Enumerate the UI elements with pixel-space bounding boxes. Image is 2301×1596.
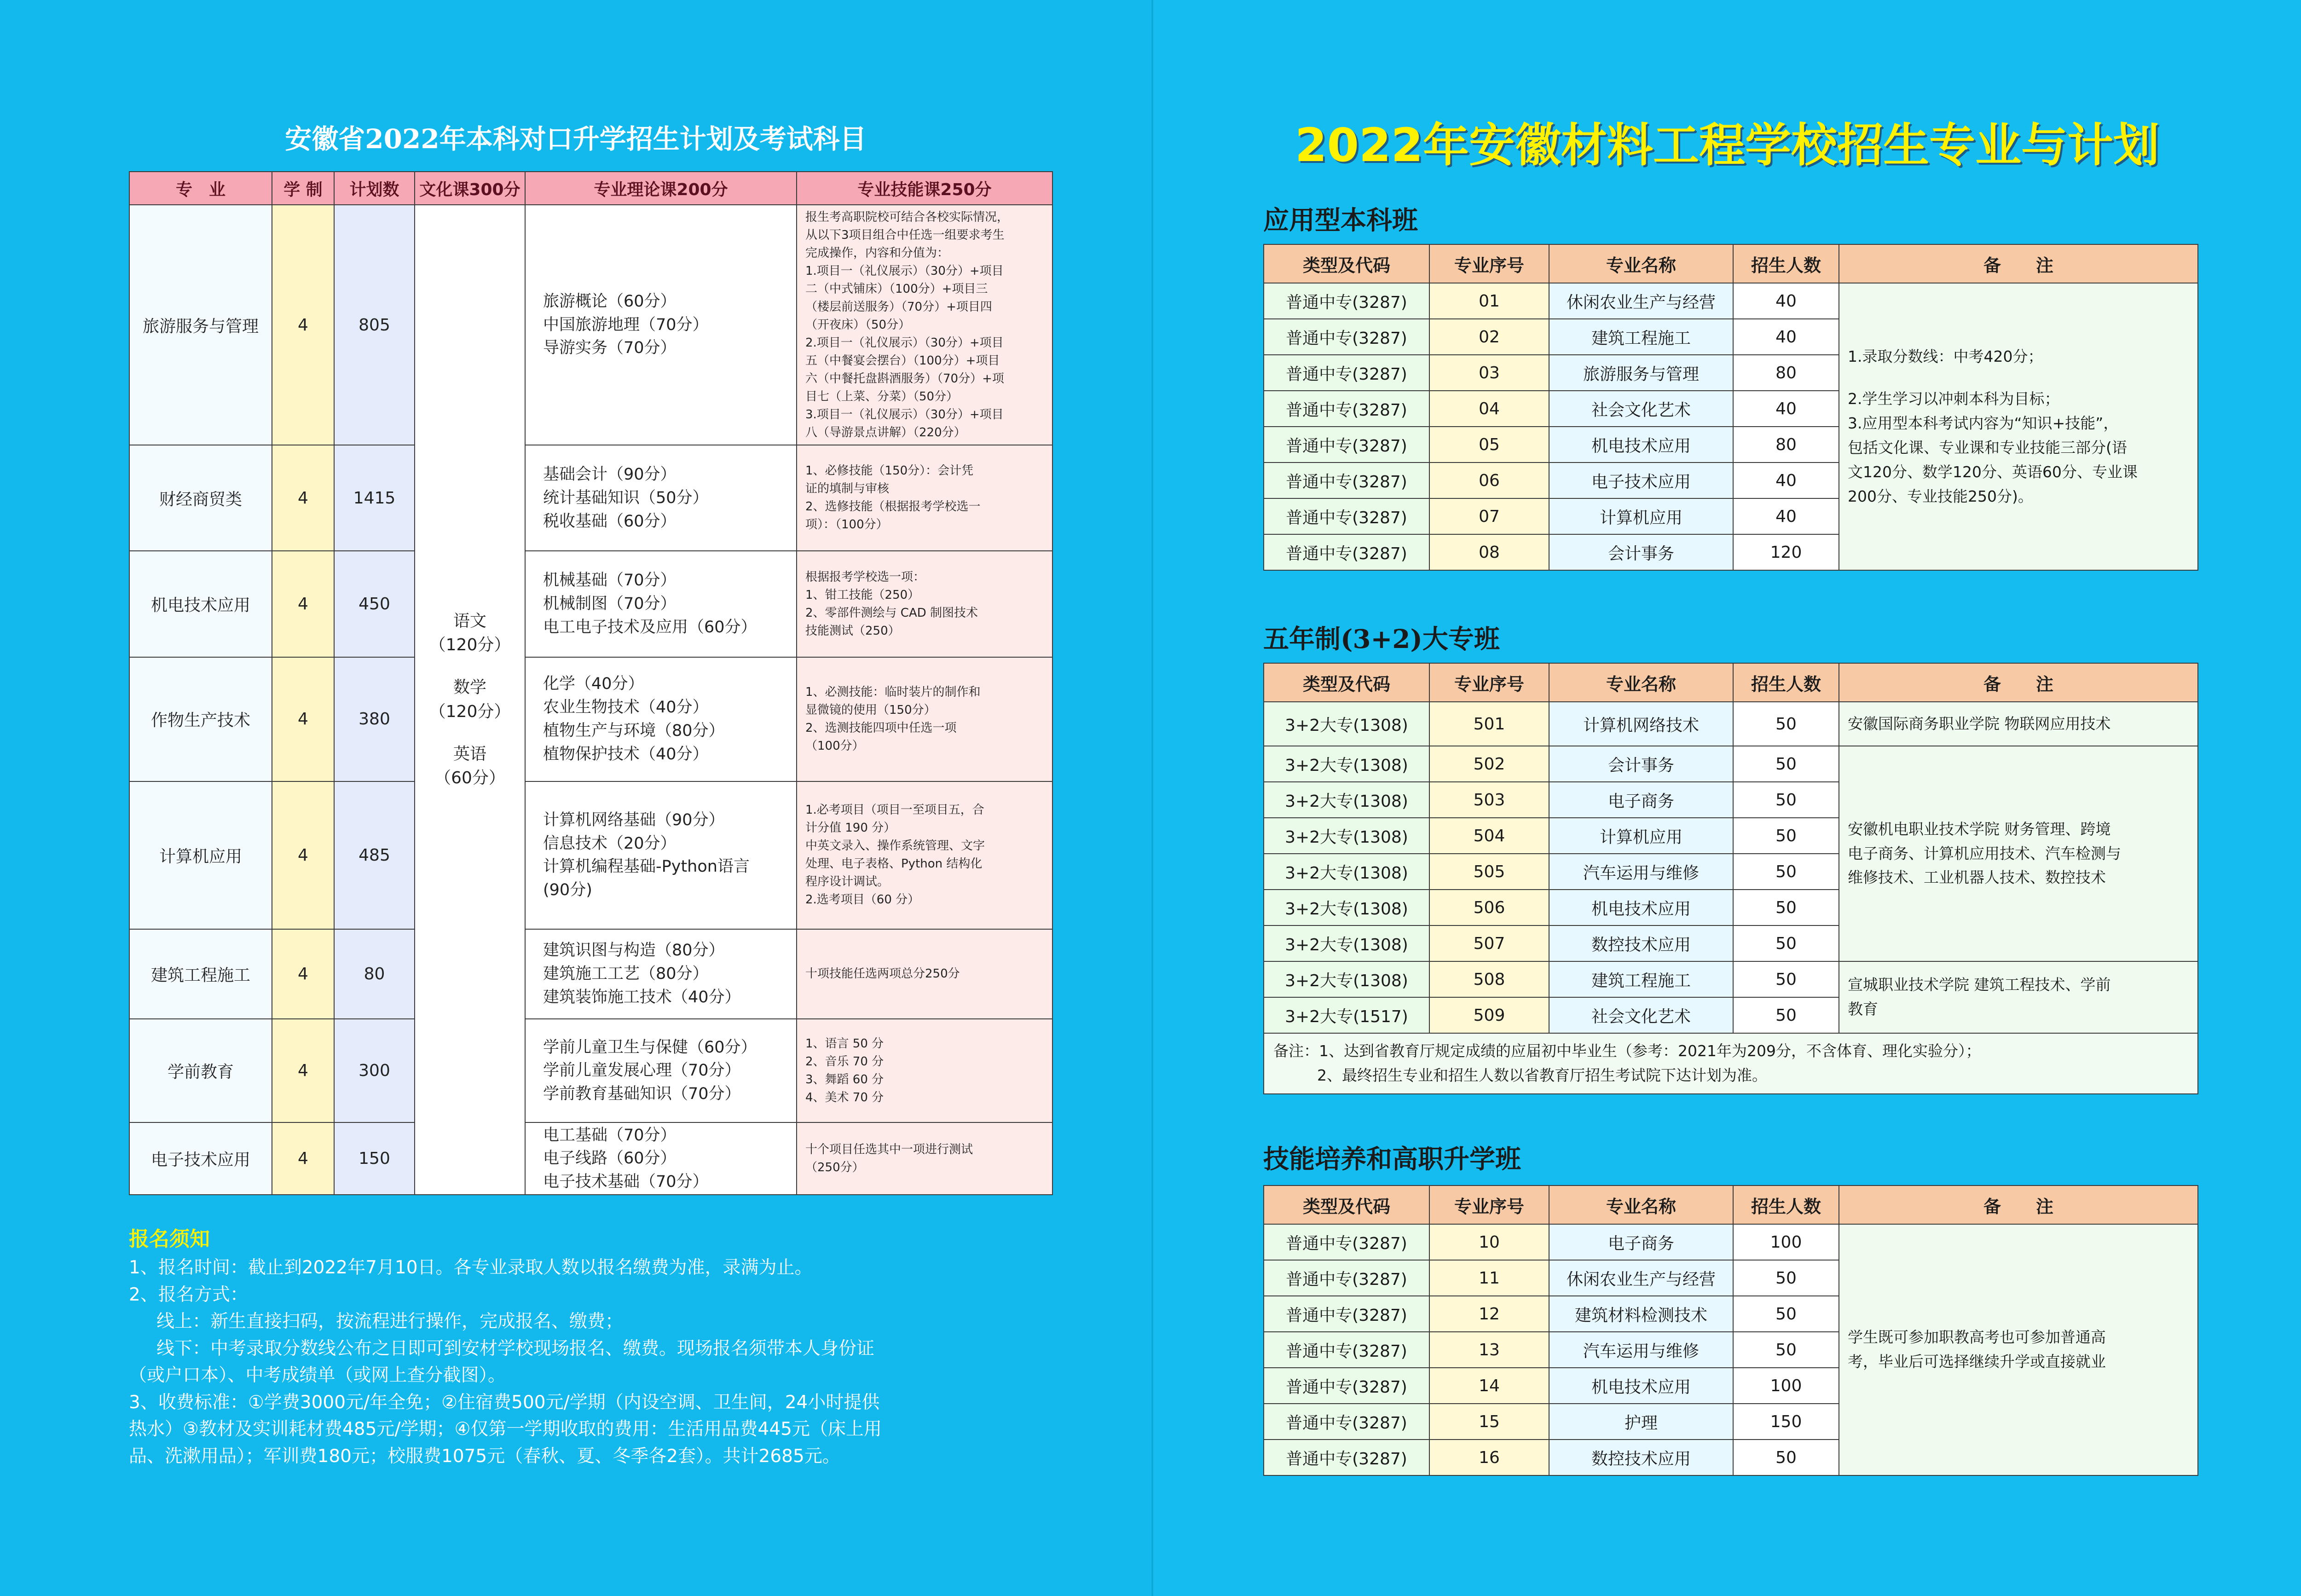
theory-cell bbox=[525, 205, 797, 445]
skill-line: 项）：（100分） bbox=[805, 518, 888, 532]
col-name: 专业名称 bbox=[1549, 1185, 1733, 1224]
table-row bbox=[129, 929, 1052, 1019]
remark-line: 教育 bbox=[1848, 1000, 1878, 1018]
table-header-row bbox=[1264, 244, 2198, 283]
skill-cell bbox=[797, 1019, 1052, 1122]
count-cell: 50 bbox=[1733, 890, 1839, 925]
name-cell: 会计事务 bbox=[1549, 746, 1733, 782]
col-seq: 专业序号 bbox=[1429, 663, 1549, 702]
footnote-line: 2、最终招生专业和招生人数以省教育厅招生考试院下达计划为准。 bbox=[1317, 1066, 1767, 1084]
col-remark: 备 注 bbox=[1839, 1185, 2198, 1224]
table-row bbox=[129, 551, 1052, 657]
count-cell: 120 bbox=[1733, 534, 1839, 570]
type-cell: 普通中专(3287) bbox=[1264, 498, 1429, 534]
count-cell: 50 bbox=[1733, 961, 1839, 997]
notes-line: 2、报名方式： bbox=[129, 1284, 248, 1305]
type-cell: 普通中专(3287) bbox=[1264, 355, 1429, 391]
notes-heading: 报名须知 bbox=[129, 1227, 210, 1251]
col-major: 专 业 bbox=[129, 172, 272, 205]
count-cell: 40 bbox=[1733, 391, 1839, 427]
name-cell: 会计事务 bbox=[1549, 534, 1733, 570]
type-cell: 普通中专(3287) bbox=[1264, 283, 1429, 319]
skill-line: 2、零部件测绘与 CAD 制图技术 bbox=[805, 606, 978, 620]
name-cell: 机电技术应用 bbox=[1549, 427, 1733, 463]
type-cell: 普通中专(3287) bbox=[1264, 1296, 1429, 1332]
remark-line: 1.录取分数线：中考420分； bbox=[1848, 347, 2043, 365]
major-cell: 作物生产技术 bbox=[129, 657, 272, 781]
section-title-skills: 技能培养和高职升学班 bbox=[1263, 1144, 1521, 1174]
col-seq: 专业序号 bbox=[1429, 244, 1549, 283]
skill-line: 八（导游景点讲解）（220分） bbox=[805, 425, 966, 439]
count-cell: 80 bbox=[1733, 355, 1839, 391]
skill-line: （开夜床）（50分） bbox=[805, 318, 911, 332]
seq-cell: 05 bbox=[1429, 427, 1549, 463]
table-row bbox=[1264, 283, 2198, 319]
type-cell: 普通中专(3287) bbox=[1264, 534, 1429, 570]
table-row bbox=[129, 1122, 1052, 1195]
theory-line: 基础会计（90分） bbox=[543, 465, 676, 484]
col-name: 专业名称 bbox=[1549, 244, 1733, 283]
theory-line: 导游实务（70分） bbox=[543, 339, 676, 358]
skill-line: 证的填制与审核 bbox=[805, 482, 890, 496]
major-cell: 旅游服务与管理 bbox=[129, 205, 272, 445]
plan-cell: 805 bbox=[334, 205, 415, 445]
col-count: 招生人数 bbox=[1733, 244, 1839, 283]
count-cell: 40 bbox=[1733, 319, 1839, 355]
plan-cell: 300 bbox=[334, 1019, 415, 1122]
seq-cell: 11 bbox=[1429, 1260, 1549, 1296]
count-cell: 80 bbox=[1733, 427, 1839, 463]
name-cell: 计算机应用 bbox=[1549, 818, 1733, 854]
plan-cell: 485 bbox=[334, 781, 415, 929]
skill-line: 从以下3项目组合中任选一组要求考生 bbox=[805, 228, 1005, 242]
registration-notes bbox=[129, 1224, 1068, 1470]
skill-cell bbox=[797, 657, 1052, 781]
count-cell: 50 bbox=[1733, 997, 1839, 1033]
skill-cell bbox=[797, 551, 1052, 657]
count-cell: 50 bbox=[1733, 702, 1839, 746]
table-header-row bbox=[1264, 663, 2198, 702]
skill-line: 2.项目一（礼仪展示）（30分）+项目 bbox=[805, 335, 1004, 350]
col-skill: 专业技能课250分 bbox=[797, 172, 1052, 205]
skill-cell bbox=[797, 445, 1052, 551]
name-cell: 计算机应用 bbox=[1549, 498, 1733, 534]
years-cell: 4 bbox=[272, 551, 334, 657]
years-cell: 4 bbox=[272, 205, 334, 445]
seq-cell: 504 bbox=[1429, 818, 1549, 854]
years-cell: 4 bbox=[272, 1122, 334, 1195]
remark-line: 宣城职业技术学院 建筑工程技术、学前 bbox=[1848, 976, 2111, 994]
count-cell: 100 bbox=[1733, 1368, 1839, 1404]
type-cell: 普通中专(3287) bbox=[1264, 1260, 1429, 1296]
skill-cell bbox=[797, 781, 1052, 929]
notes-line: 3、收费标准：①学费3000元/年全免；②住宿费500元/学期（内设空调、卫生间，24小时提供 bbox=[129, 1392, 880, 1413]
plan-title: 2022年安徽材料工程学校招生专业与计划 bbox=[1295, 118, 2160, 172]
skill-line: （250分） bbox=[805, 1160, 864, 1174]
seq-cell: 506 bbox=[1429, 890, 1549, 925]
remark-line: 考，毕业后可选择继续升学或直接就业 bbox=[1848, 1353, 2106, 1370]
theory-line: 学前教育基础知识（70分） bbox=[543, 1085, 741, 1104]
skill-line: 显微镜的使用（150分） bbox=[805, 703, 936, 717]
name-cell: 电子商务 bbox=[1549, 782, 1733, 818]
skill-line: 1.项目一（礼仪展示）（30分）+项目 bbox=[805, 264, 1004, 278]
theory-line: 建筑施工工艺（80分） bbox=[543, 965, 709, 983]
seq-cell: 02 bbox=[1429, 319, 1549, 355]
exam-plan-title: 安徽省2022年本科对口升学招生计划及考试科目 bbox=[285, 123, 867, 155]
col-remark: 备 注 bbox=[1839, 663, 2198, 702]
skill-line: 目七（上菜、分菜）（50分） bbox=[805, 389, 959, 404]
skill-cell bbox=[797, 1122, 1052, 1195]
remark-cell bbox=[1839, 1224, 2198, 1475]
culture-line: （120分） bbox=[429, 702, 511, 721]
remark-cell bbox=[1839, 961, 2198, 1033]
type-cell: 3+2大专(1308) bbox=[1264, 961, 1429, 997]
seq-cell: 505 bbox=[1429, 854, 1549, 890]
remark-line: 200分、专业技能250分)。 bbox=[1848, 487, 2033, 505]
name-cell: 数控技术应用 bbox=[1549, 1440, 1733, 1475]
count-cell: 40 bbox=[1733, 463, 1839, 498]
name-cell: 电子技术应用 bbox=[1549, 463, 1733, 498]
col-type: 类型及代码 bbox=[1264, 1185, 1429, 1224]
type-cell: 3+2大专(1308) bbox=[1264, 890, 1429, 925]
major-cell: 财经商贸类 bbox=[129, 445, 272, 551]
remark-line: 维修技术、工业机器人技术、数控技术 bbox=[1848, 868, 2106, 887]
seq-cell: 16 bbox=[1429, 1440, 1549, 1475]
theory-line: 电工电子技术及应用（60分） bbox=[543, 618, 757, 636]
remark-cell: 安徽国际商务职业学院 物联网应用技术 bbox=[1839, 702, 2198, 746]
name-cell: 建筑工程施工 bbox=[1549, 319, 1733, 355]
name-cell: 汽车运用与维修 bbox=[1549, 1332, 1733, 1368]
type-cell: 普通中专(3287) bbox=[1264, 1440, 1429, 1475]
skill-line: 1、语言 50 分 bbox=[805, 1036, 884, 1051]
major-cell: 学前教育 bbox=[129, 1019, 272, 1122]
plan-cell: 150 bbox=[334, 1122, 415, 1195]
col-culture: 文化课300分 bbox=[415, 172, 525, 205]
theory-line: 建筑装饰施工技术（40分） bbox=[543, 988, 741, 1006]
plan-cell: 380 bbox=[334, 657, 415, 781]
culture-line: 英语 bbox=[453, 744, 486, 763]
skill-line: 中英文录入、操作系统管理、文字 bbox=[805, 839, 985, 853]
type-cell: 普通中专(3287) bbox=[1264, 427, 1429, 463]
skill-line: 二（中式铺床）（100分）+项目三 bbox=[805, 282, 988, 296]
table-header-row bbox=[1264, 1185, 2198, 1224]
undergrad-table bbox=[1263, 244, 2198, 571]
skill-line: 十个项目任选其中一项进行测试 bbox=[805, 1142, 973, 1157]
major-cell: 建筑工程施工 bbox=[129, 929, 272, 1019]
count-cell: 40 bbox=[1733, 283, 1839, 319]
skill-line: 完成操作，内容和分值为： bbox=[805, 246, 949, 260]
skill-line: 3.项目一（礼仪展示）（30分）+项目 bbox=[805, 407, 1004, 422]
count-cell: 50 bbox=[1733, 1296, 1839, 1332]
skill-line: 处理、电子表格、Python 结构化 bbox=[805, 857, 983, 871]
seq-cell: 509 bbox=[1429, 997, 1549, 1033]
name-cell: 机电技术应用 bbox=[1549, 890, 1733, 925]
seq-cell: 10 bbox=[1429, 1224, 1549, 1260]
skill-line: 3、舞蹈 60 分 bbox=[805, 1072, 884, 1087]
type-cell: 普通中专(3287) bbox=[1264, 463, 1429, 498]
seq-cell: 501 bbox=[1429, 702, 1549, 746]
skill-line: 技能测试（250） bbox=[805, 624, 900, 638]
type-cell: 普通中专(3287) bbox=[1264, 391, 1429, 427]
col-type: 类型及代码 bbox=[1264, 663, 1429, 702]
skill-line: 十项技能任选两项总分250分 bbox=[805, 966, 960, 981]
type-cell: 3+2大专(1308) bbox=[1264, 925, 1429, 961]
seq-cell: 04 bbox=[1429, 391, 1549, 427]
table-row bbox=[129, 205, 1052, 445]
count-cell: 50 bbox=[1733, 746, 1839, 782]
skill-line: （100分） bbox=[805, 739, 864, 753]
skill-line: 4、美术 70 分 bbox=[805, 1090, 884, 1104]
theory-line: 信息技术（20分） bbox=[543, 834, 676, 853]
count-cell: 150 bbox=[1733, 1404, 1839, 1440]
remark-cell bbox=[1839, 283, 2198, 570]
skill-line: 根据报考学校选一项： bbox=[805, 570, 925, 584]
remark-line: 文120分、数学120分、英语60分、专业课 bbox=[1848, 463, 2138, 481]
table-foot-row bbox=[1264, 1033, 2198, 1094]
skill-line: 计分值 190 分） bbox=[805, 821, 896, 835]
skill-line: 2、选测技能四项中任选一项 bbox=[805, 721, 957, 735]
seq-cell: 13 bbox=[1429, 1332, 1549, 1368]
name-cell: 休闲农业生产与经营 bbox=[1549, 283, 1733, 319]
type-cell: 3+2大专(1308) bbox=[1264, 818, 1429, 854]
table-row bbox=[129, 1019, 1052, 1122]
count-cell: 50 bbox=[1733, 854, 1839, 890]
theory-line: 旅游概论（60分） bbox=[543, 292, 676, 311]
count-cell: 50 bbox=[1733, 925, 1839, 961]
years-cell: 4 bbox=[272, 1019, 334, 1122]
seq-cell: 12 bbox=[1429, 1296, 1549, 1332]
type-cell: 3+2大专(1308) bbox=[1264, 854, 1429, 890]
remark-line: 2.学生学习以冲刺本科为目标； bbox=[1848, 390, 2060, 408]
count-cell: 50 bbox=[1733, 1260, 1839, 1296]
count-cell: 100 bbox=[1733, 1224, 1839, 1260]
skill-line: 1、钳工技能（250） bbox=[805, 588, 920, 602]
section-title-college: 五年制(3+2)大专班 bbox=[1263, 624, 1500, 654]
culture-line: （120分） bbox=[429, 636, 511, 655]
footnote-line: 备注：1、达到省教育厅规定成绩的应届初中毕业生（参考：2021年为209分，不含体育、理化实验分）； bbox=[1273, 1042, 1981, 1060]
major-cell: 电子技术应用 bbox=[129, 1122, 272, 1195]
culture-line: 语文 bbox=[453, 611, 486, 630]
years-cell: 4 bbox=[272, 657, 334, 781]
culture-line: （60分） bbox=[434, 768, 505, 787]
theory-line: 电工基础（70分） bbox=[543, 1126, 676, 1145]
theory-line: 农业生物技术（40分） bbox=[543, 698, 709, 717]
table-row bbox=[1264, 702, 2198, 746]
notes-line: 线下：中考录取分数线公布之日即可到安材学校现场报名、缴费。现场报名须带本人身份证 bbox=[156, 1338, 875, 1359]
seq-cell: 503 bbox=[1429, 782, 1549, 818]
table-row bbox=[1264, 1224, 2198, 1260]
skill-line: 2、选修技能（根据报考学校选一 bbox=[805, 500, 981, 514]
theory-line: 电子技术基础（70分） bbox=[543, 1173, 709, 1191]
theory-line: 机械基础（70分） bbox=[543, 571, 676, 590]
type-cell: 3+2大专(1308) bbox=[1264, 782, 1429, 818]
theory-line: 税收基础（60分） bbox=[543, 512, 676, 531]
table-header-row bbox=[129, 172, 1052, 205]
name-cell: 建筑工程施工 bbox=[1549, 961, 1733, 997]
skill-line: 1、必修技能（150分）：会计凭 bbox=[805, 464, 974, 478]
seq-cell: 01 bbox=[1429, 283, 1549, 319]
notes-line: 1、报名时间：截止到2022年7月10日。各专业录取人数以报名缴费为准，录满为止。 bbox=[129, 1257, 813, 1278]
theory-line: 建筑识图与构造（80分） bbox=[543, 941, 725, 960]
type-cell: 3+2大专(1308) bbox=[1264, 746, 1429, 782]
count-cell: 40 bbox=[1733, 498, 1839, 534]
seq-cell: 03 bbox=[1429, 355, 1549, 391]
name-cell: 社会文化艺术 bbox=[1549, 997, 1733, 1033]
theory-cell bbox=[525, 445, 797, 551]
name-cell: 机电技术应用 bbox=[1549, 1368, 1733, 1404]
theory-cell bbox=[525, 1122, 797, 1195]
notes-line: 线上：新生直接扫码，按流程进行操作，完成报名、缴费； bbox=[156, 1311, 624, 1332]
name-cell: 汽车运用与维修 bbox=[1549, 854, 1733, 890]
seq-cell: 07 bbox=[1429, 498, 1549, 534]
col-plan: 计划数 bbox=[334, 172, 415, 205]
table-row bbox=[129, 445, 1052, 551]
type-cell: 普通中专(3287) bbox=[1264, 1368, 1429, 1404]
skill-line: 五（中餐宴会摆台）（100分）+项目 bbox=[805, 353, 1000, 368]
theory-line: 计算机编程基础-Python语言 bbox=[543, 857, 750, 876]
theory-line: 植物保护技术（40分） bbox=[543, 745, 709, 763]
college-table bbox=[1263, 663, 2198, 1094]
skill-cell bbox=[797, 929, 1052, 1019]
skill-line: 报生考高职院校可结合各校实际情况， bbox=[805, 210, 1009, 224]
count-cell: 50 bbox=[1733, 1440, 1839, 1475]
theory-line: 学前儿童发展心理（70分） bbox=[543, 1061, 741, 1080]
plan-cell: 450 bbox=[334, 551, 415, 657]
name-cell: 数控技术应用 bbox=[1549, 925, 1733, 961]
table-row bbox=[1264, 961, 2198, 997]
theory-cell bbox=[525, 657, 797, 781]
notes-line: （或户口本）、中考成绩单（或网上查分截图）。 bbox=[129, 1365, 506, 1386]
remark-line: 3.应用型本科考试内容为“知识+技能”， bbox=[1848, 414, 2119, 433]
footnote-cell bbox=[1264, 1033, 2198, 1094]
theory-line: 机械制图（70分） bbox=[543, 595, 676, 613]
major-cell: 机电技术应用 bbox=[129, 551, 272, 657]
type-cell: 3+2大专(1308) bbox=[1264, 702, 1429, 746]
name-cell: 电子商务 bbox=[1549, 1224, 1733, 1260]
skill-line: （楼层前送服务）（70分）+项目四 bbox=[805, 300, 992, 314]
theory-cell bbox=[525, 1019, 797, 1122]
seq-cell: 08 bbox=[1429, 534, 1549, 570]
remark-line: 学生既可参加职教高考也可参加普通高 bbox=[1848, 1328, 2106, 1347]
type-cell: 普通中专(3287) bbox=[1264, 319, 1429, 355]
seq-cell: 06 bbox=[1429, 463, 1549, 498]
seq-cell: 508 bbox=[1429, 961, 1549, 997]
years-cell: 4 bbox=[272, 445, 334, 551]
plan-cell: 1415 bbox=[334, 445, 415, 551]
col-theory: 专业理论课200分 bbox=[525, 172, 797, 205]
remark-line: 电子商务、计算机应用技术、汽车检测与 bbox=[1848, 844, 2121, 862]
skill-line: 1.必考项目（项目一至项目五，合 bbox=[805, 803, 984, 817]
col-name: 专业名称 bbox=[1549, 663, 1733, 702]
remark-line: 安徽机电职业技术学院 财务管理、跨境 bbox=[1848, 820, 2111, 838]
remark-line: 包括文化课、专业课和专业技能三部分(语 bbox=[1848, 439, 2127, 457]
notes-line: 品、洗漱用品）；军训费180元；校服费1075元（春秋、夏、冬季各2套）。共计2685元。 bbox=[129, 1446, 840, 1467]
plan-cell: 80 bbox=[334, 929, 415, 1019]
skill-line: 程序设计调试。 bbox=[805, 875, 890, 889]
seq-cell: 507 bbox=[1429, 925, 1549, 961]
years-cell: 4 bbox=[272, 929, 334, 1019]
name-cell: 旅游服务与管理 bbox=[1549, 355, 1733, 391]
table-row bbox=[129, 781, 1052, 929]
theory-line: (90分) bbox=[543, 881, 592, 900]
exam-plan-table bbox=[129, 171, 1053, 1195]
skill-line: 2、音乐 70 分 bbox=[805, 1054, 884, 1069]
skill-line: 1、必测技能：临时装片的制作和 bbox=[805, 685, 981, 699]
type-cell: 普通中专(3287) bbox=[1264, 1224, 1429, 1260]
theory-line: 中国旅游地理（70分） bbox=[543, 315, 709, 334]
table-row bbox=[1264, 746, 2198, 782]
name-cell: 护理 bbox=[1549, 1404, 1733, 1440]
seq-cell: 14 bbox=[1429, 1368, 1549, 1404]
theory-cell bbox=[525, 551, 797, 657]
culture-cell bbox=[415, 205, 525, 1195]
notes-line: 热水）③教材及实训耗材费485元/学期；④仅第一学期收取的费用：生活用品费445元（床上用 bbox=[129, 1419, 882, 1440]
count-cell: 50 bbox=[1733, 1332, 1839, 1368]
name-cell: 计算机网络技术 bbox=[1549, 702, 1733, 746]
theory-line: 植物生产与环境（80分） bbox=[543, 721, 725, 740]
type-cell: 3+2大专(1517) bbox=[1264, 997, 1429, 1033]
name-cell: 建筑材料检测技术 bbox=[1549, 1296, 1733, 1332]
type-cell: 普通中专(3287) bbox=[1264, 1404, 1429, 1440]
col-type: 类型及代码 bbox=[1264, 244, 1429, 283]
seq-cell: 15 bbox=[1429, 1404, 1549, 1440]
theory-line: 学前儿童卫生与保健（60分） bbox=[543, 1038, 757, 1057]
table-row bbox=[129, 657, 1052, 781]
name-cell: 休闲农业生产与经营 bbox=[1549, 1260, 1733, 1296]
col-years: 学 制 bbox=[272, 172, 334, 205]
col-remark: 备 注 bbox=[1839, 244, 2198, 283]
section-title-undergrad: 应用型本科班 bbox=[1263, 205, 1418, 236]
theory-line: 统计基础知识（50分） bbox=[543, 488, 709, 507]
col-count: 招生人数 bbox=[1733, 663, 1839, 702]
theory-cell bbox=[525, 781, 797, 929]
col-seq: 专业序号 bbox=[1429, 1185, 1549, 1224]
skills-table bbox=[1263, 1185, 2198, 1476]
count-cell: 50 bbox=[1733, 782, 1839, 818]
type-cell: 普通中专(3287) bbox=[1264, 1332, 1429, 1368]
culture-line: 数学 bbox=[453, 678, 486, 697]
theory-cell bbox=[525, 929, 797, 1019]
name-cell: 社会文化艺术 bbox=[1549, 391, 1733, 427]
theory-line: 电子线路（60分） bbox=[543, 1149, 676, 1168]
theory-line: 计算机网络基础（90分） bbox=[543, 810, 725, 829]
years-cell: 4 bbox=[272, 781, 334, 929]
skill-line: 六（中餐托盘斟酒服务）（70分）+项 bbox=[805, 371, 1004, 386]
col-count: 招生人数 bbox=[1733, 1185, 1839, 1224]
theory-line: 化学（40分） bbox=[543, 675, 644, 694]
remark-cell bbox=[1839, 746, 2198, 961]
count-cell: 50 bbox=[1733, 818, 1839, 854]
seq-cell: 502 bbox=[1429, 746, 1549, 782]
major-cell: 计算机应用 bbox=[129, 781, 272, 929]
skill-line: 2.选考项目（60 分） bbox=[805, 893, 920, 907]
skill-cell bbox=[797, 205, 1052, 445]
